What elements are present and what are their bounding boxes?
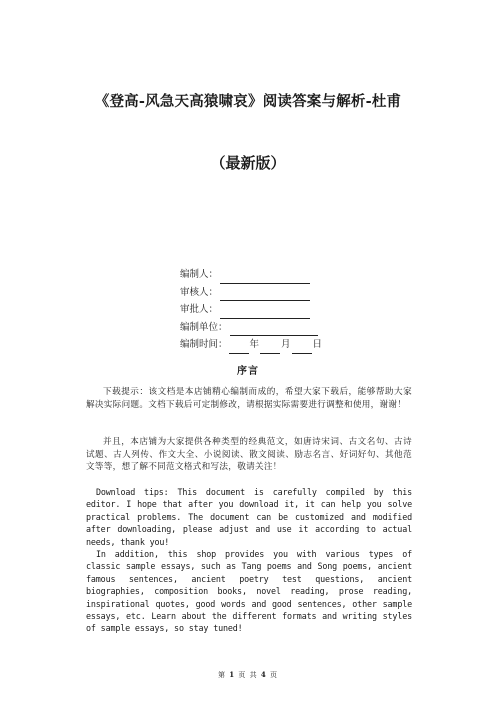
year-blank-line	[229, 341, 249, 354]
reviewer-blank-line	[220, 288, 310, 301]
preface-title: 序言	[237, 366, 259, 377]
editor-blank-line	[220, 271, 310, 284]
approver-blank-line	[220, 306, 310, 319]
time-field	[180, 336, 322, 354]
current-page-number: 1	[229, 670, 236, 679]
reviewer-field	[180, 284, 322, 302]
approver-label: 审批人：	[180, 304, 219, 316]
footer-middle: 页 共	[238, 671, 258, 679]
editor-label: 编制人：	[180, 269, 219, 280]
unit-field	[180, 319, 322, 337]
page-footer	[0, 670, 496, 680]
month-label: 月	[281, 339, 291, 351]
unit-blank-line	[230, 323, 318, 336]
document-title: 《登高-风急天高猿啸哀》阅读答案与解析-杜甫	[94, 93, 402, 110]
year-label: 年	[249, 339, 260, 351]
day-label: 日	[312, 339, 323, 351]
footer-suffix: 页	[269, 671, 278, 679]
total-pages-number: 4	[260, 670, 267, 679]
preface-paragraph-4: In addition, this shop provides you with various types of classic sample essays, such as Tang poems and Song poems, ancient famous sentences, ancient poetry test questions, ancient biographies, composition books, novel reading, prose reading, inspirational quotes, good words and good sentences, other sample essays, etc. Learn about the different formats and writing styles of sample essays, so stay tuned!	[86, 549, 412, 634]
preface-paragraph-2: 并且，本店铺为大家提供各种类型的经典范文，如唐诗宋词、古文名句、古诗试题、古人列传、作文大全、小说阅读、散文阅读、励志名言、好词好句、其他范文等等，想了解不同范文格式和写法，敬请关注！	[86, 437, 412, 473]
preface-paragraph-3: Download tips: This document is carefully compiled by this editor. I hope that after you download it, it can help you solve practical problems. The document can be customized and modified after downloading, please adjust and use it according to actual needs, thank you!	[86, 487, 412, 547]
document-meta-fields	[180, 266, 322, 354]
reviewer-label: 审核人：	[180, 286, 219, 298]
unit-label: 编制单位：	[180, 321, 228, 333]
editor-field	[180, 266, 322, 284]
footer-prefix: 第	[218, 671, 227, 679]
approver-field	[180, 301, 322, 319]
month-blank-line	[260, 341, 280, 354]
preface-paragraph-1: 下载提示：该文档是本店铺精心编制而成的，希望大家下载后，能够帮助大家解决实际问题。文档下载后可定制修改，请根据实际需要进行调整和使用，谢谢！	[86, 387, 412, 410]
day-blank-line	[292, 341, 312, 354]
time-label: 编制时间：	[180, 339, 228, 351]
document-subtitle: （最新版）	[210, 154, 286, 172]
